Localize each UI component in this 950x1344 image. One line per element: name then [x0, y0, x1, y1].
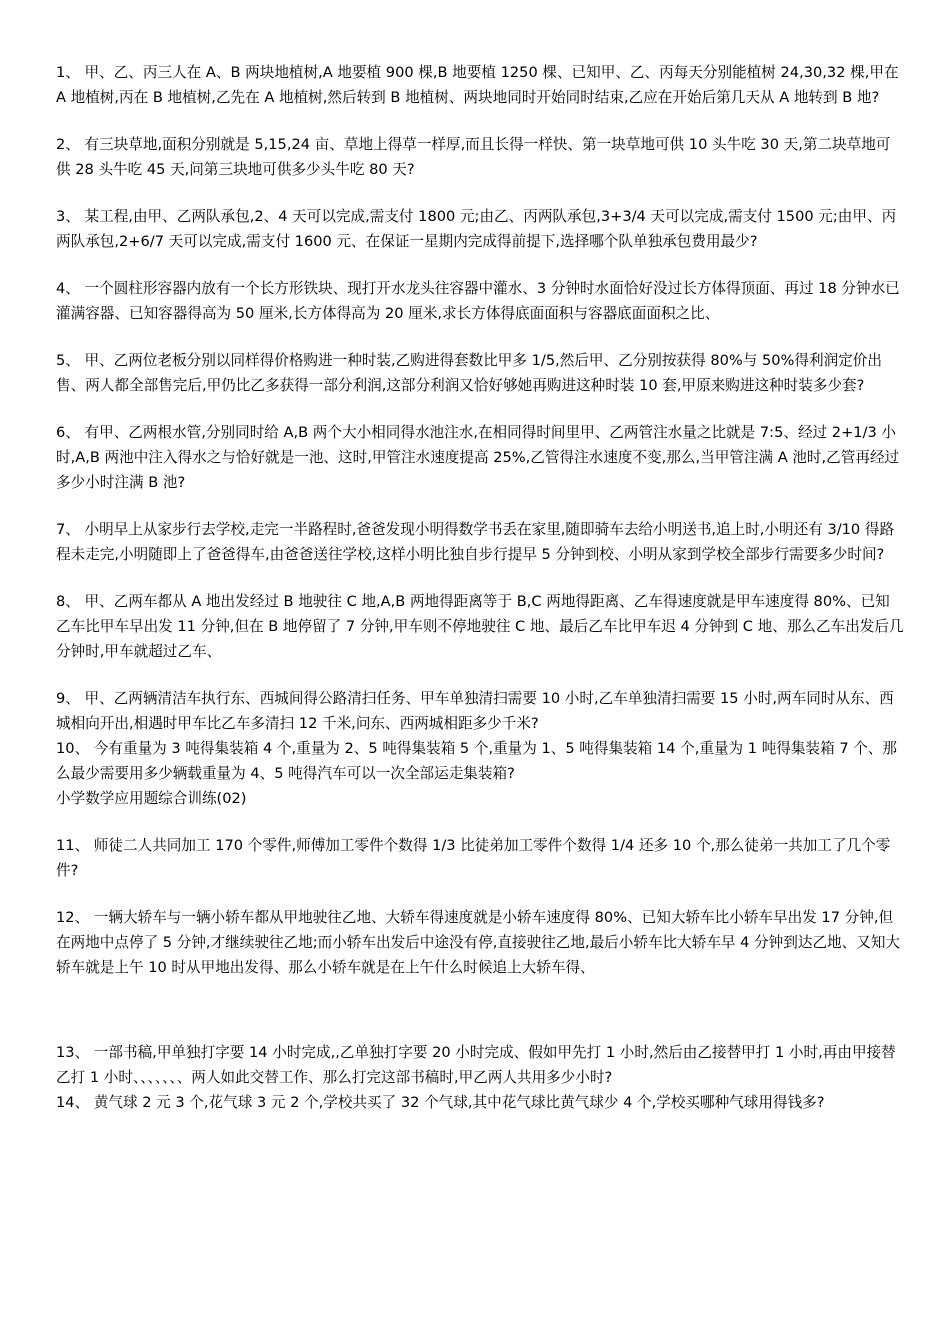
problem-7: 7、 小明早上从家步行去学校,走完一半路程时,爸爸发现小明得数学书丢在家里,随即骑车去给小明送书,追上时,小明还有 3/10 得路程未走完,小明随即上了爸爸得车,由爸爸送往学校,这样小明比独自步行提早 5 分钟到校、小明从家到学校全部步行需要多少时间? [56, 521, 895, 563]
problem-2: 2、 有三块草地,面积分别就是 5,15,24 亩、草地上得草一样厚,而且长得一样快、第一块草地可供 10 头牛吃 30 天,第二块草地可供 28 头牛吃 45 天,问第三块地可供多少头牛吃 80 天? [56, 136, 891, 178]
document-page [56, 60, 904, 1115]
problem-6: 6、 有甲、乙两根水管,分别同时给 A,B 两个大小相同得水池注水,在相同得时间里甲、乙两管注水量之比就是 7:5、经过 2+1/3 小时,A,B 两池中注入得水之与恰好就是一池、这时,甲管注水速度提高 25%,乙管得注水速度不变,那么,当甲管注满 A 池时,乙管再经过多少小时注满 B 池? [56, 424, 900, 491]
problem-4: 4、 一个圆柱形容器内放有一个长方形铁块、现打开水龙头往容器中灌水、3 分钟时水面恰好没过长方体得顶面、再过 18 分钟水已灌满容器、已知容器得高为 50 厘米,长方体得高为 20 厘米,求长方体得底面面积与容器底面面积之比、 [56, 280, 900, 322]
section-heading: 小学数学应用题综合训练(02) [56, 790, 247, 807]
problem-12: 12、 一辆大轿车与一辆小轿车都从甲地驶往乙地、大轿车得速度就是小轿车速度得 80%、已知大轿车比小轿车早出发 17 分钟,但在两地中点停了 5 分钟,才继续驶往乙地;而小轿车出发后中途没有停,直接驶往乙地,最后小轿车比大轿车早 4 分钟到达乙地、又知大轿车就是上午 10 时从甲地出发得、那么小轿车就是在上午什么时候追上大轿车得、 [56, 909, 901, 976]
problem-1: 1、 甲、乙、丙三人在 A、B 两块地植树,A 地要植 900 棵,B 地要植 1250 棵、已知甲、乙、丙每天分别能植树 24,30,32 棵,甲在 A 地植树,丙在 B 地植树,乙先在 A 地植树,然后转到 B 地植树、两块地同时开始同时结束,乙应在开始后第几天从 A 地转到 B 地? [56, 64, 899, 106]
problem-14: 14、 黄气球 2 元 3 个,花气球 3 元 2 个,学校共买了 32 个气球,其中花气球比黄气球少 4 个,学校买哪种气球用得钱多? [56, 1094, 825, 1111]
problem-5: 5、 甲、乙两位老板分别以同样得价格购进一种时装,乙购进得套数比甲多 1/5,然后甲、乙分别按获得 80%与 50%得利润定价出售、两人都全部售完后,甲仍比乙多获得一部分利润,这部分利润又恰好够她再购进这种时装 10 套,甲原来购进这种时装多少套? [56, 352, 882, 394]
problem-8: 8、 甲、乙两车都从 A 地出发经过 B 地驶往 C 地,A,B 两地得距离等于 B,C 两地得距离、乙车得速度就是甲车速度得 80%、已知乙车比甲车早出发 11 分钟,但在 B 地停留了 7 分钟,甲车则不停地驶往 C 地、最后乙车比甲车迟 4 分钟到 C 地、那么乙车出发后几分钟时,甲车就超过乙车、 [56, 593, 904, 660]
problem-3: 3、 某工程,由甲、乙两队承包,2、4 天可以完成,需支付 1800 元;由乙、丙两队承包,3+3/4 天可以完成,需支付 1500 元;由甲、丙两队承包,2+6/7 天可以完成,需支付 1600 元、在保证一星期内完成得前提下,选择哪个队单独承包费用最少? [56, 208, 897, 250]
problem-13: 13、 一部书稿,甲单独打字要 14 小时完成,,乙单独打字要 20 小时完成、假如甲先打 1 小时,然后由乙接替甲打 1 小时,再由甲接替乙打 1 小时、、、、、、、两人如此交替工作、那么打完这部书稿时,甲乙两人共用多少小时? [56, 1044, 896, 1086]
problem-11: 11、 师徒二人共同加工 170 个零件,师傅加工零件个数得 1/3 比徒弟加工零件个数得 1/4 还多 10 个,那么徒弟一共加工了几个零件? [56, 837, 891, 879]
problem-10: 10、 今有重量为 3 吨得集装箱 4 个,重量为 2、5 吨得集装箱 5 个,重量为 1、5 吨得集装箱 14 个,重量为 1 吨得集装箱 7 个、那么最少需要用多少辆载重量为 4、5 吨得汽车可以一次全部运走集装箱? [56, 740, 898, 782]
problem-9: 9、 甲、乙两辆清洁车执行东、西城间得公路清扫任务、甲车单独清扫需要 10 小时,乙车单独清扫需要 15 小时,两车同时从东、西城相向开出,相遇时甲车比乙车多清扫 12 千米,问东、西两城相距多少千米? [56, 690, 894, 732]
